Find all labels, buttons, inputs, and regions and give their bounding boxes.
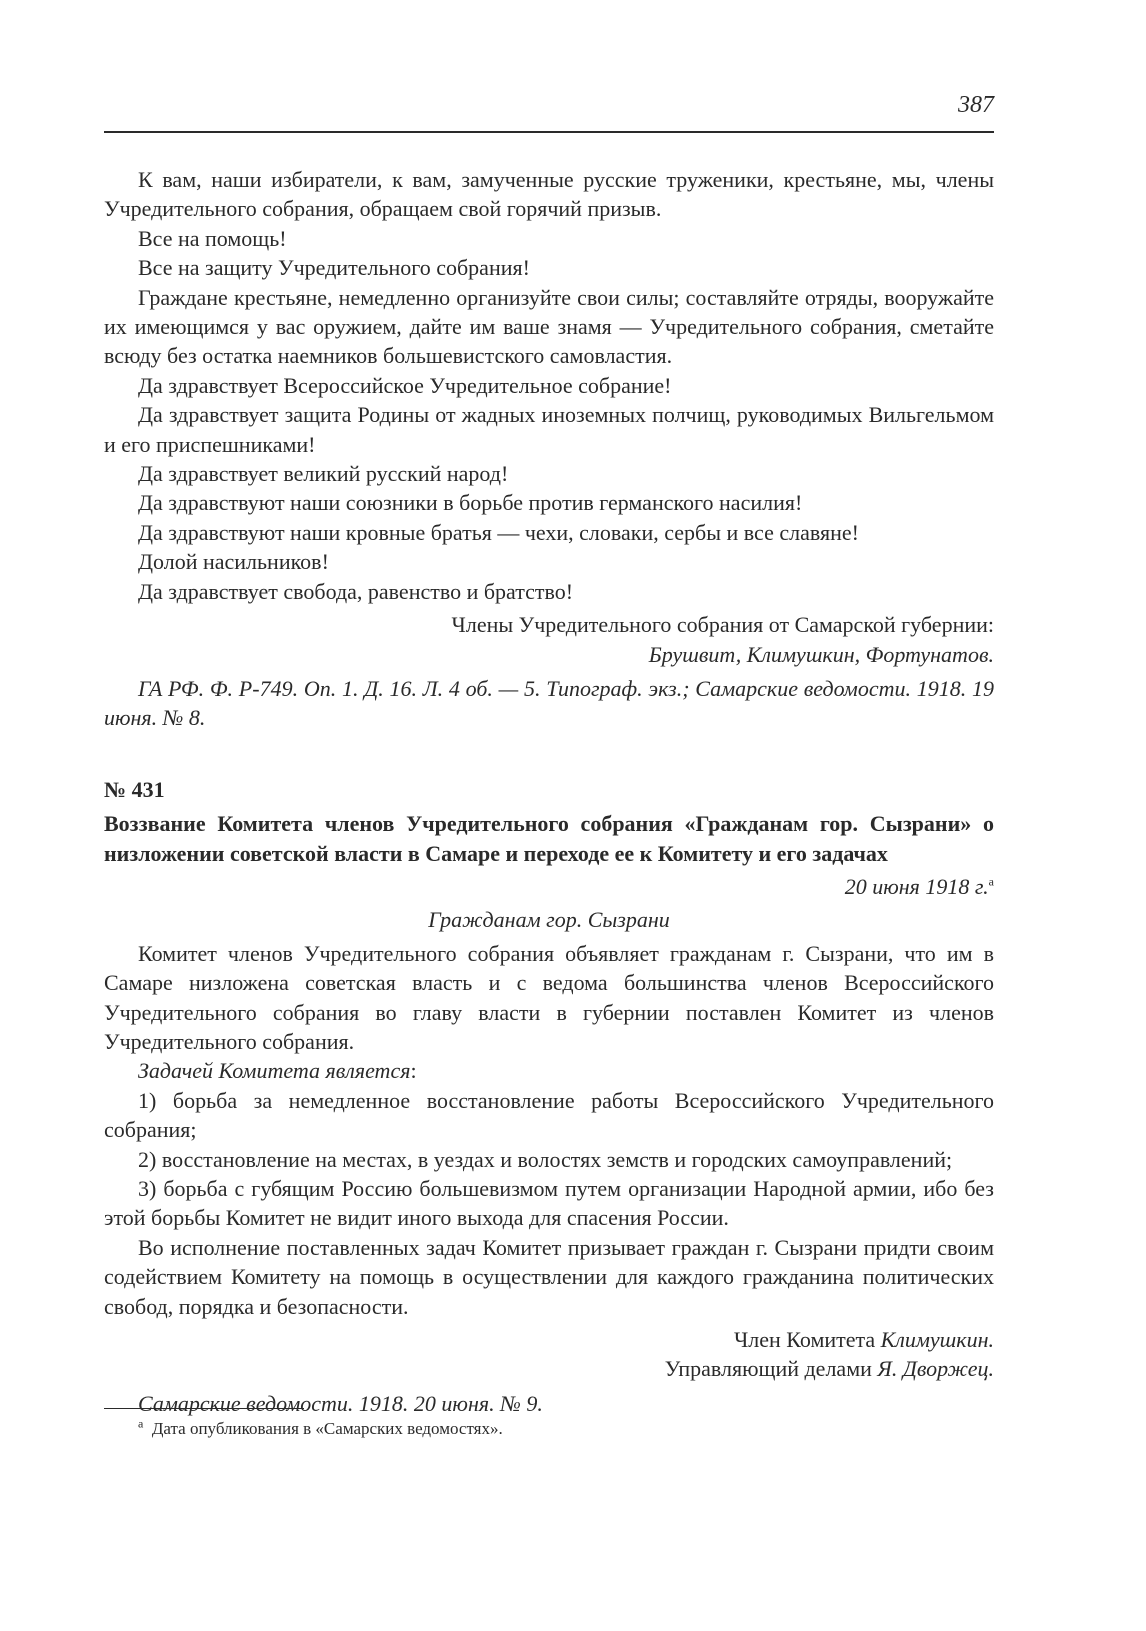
- appeal-paragraph: Да здравствуют наши союзники в борьбе против германского насилия!: [138, 490, 803, 516]
- signer-2-name: Я. Дворжец.: [877, 1356, 994, 1382]
- document-signer-2: [104, 1354, 994, 1383]
- document-tasks-label: [104, 1056, 994, 1085]
- appeal-paragraph: Граждане крестьяне, немедленно организуйте свои силы; составляйте отряды, вооружайте их имеющимся у вас оружием, дайте им ваше знамя — Учредительного собрания, сметайте всюду без остатка наемников большевистского самовластия.: [104, 284, 994, 369]
- page-body: [104, 165, 994, 1418]
- document-page: [104, 0, 994, 1631]
- appeal-paragraph: Все на помощь!: [138, 225, 287, 251]
- document-date: [104, 872, 994, 901]
- footnote-mark: а: [138, 1416, 144, 1431]
- appeal-paragraph: Да здравствует свобода, равенство и братство!: [138, 578, 574, 604]
- appeal-paragraph: Да здравствует защита Родины от жадных иноземных полчищ, руководимых Вильгельмом и его приспешниками!: [104, 402, 994, 457]
- appeal-paragraph: Да здравствуют наши кровные братья — чехи, словаки, сербы и все славяне!: [138, 519, 859, 545]
- signer-2-role: Управляющий делами: [664, 1356, 878, 1382]
- signer-1-role: Член Комитета: [733, 1327, 881, 1353]
- footnote-rule: [104, 1408, 304, 1409]
- footnote: [138, 1418, 503, 1440]
- document-task: 3) борьба с губящим Россию большевизмом путем организации Народной армии, ибо без этой борьбы Комитет не видит иного выхода для спасения России.: [104, 1176, 994, 1231]
- appeal-text: [104, 165, 994, 606]
- page-number: 387: [958, 92, 994, 118]
- appeal-signers: Брушвит, Климушкин, Фортунатов.: [648, 641, 994, 667]
- footnote-reference: а: [988, 874, 994, 889]
- appeal-signature-line: Члены Учредительного собрания от Самарской губернии:: [451, 612, 994, 638]
- appeal-source: ГА РФ. Ф. Р-749. Оп. 1. Д. 16. Л. 4 об. — 5. Типограф. экз.; Самарские ведомости. 1918. 19 июня. № 8.: [104, 675, 994, 731]
- document-source: Самарские ведомости. 1918. 20 июня. № 9.: [138, 1390, 543, 1416]
- document-intro: Комитет членов Учредительного собрания объявляет гражданам г. Сызрани, что им в Самаре низложена советская власть и с ведома большинства членов Всероссийского Учредительного собрания во главу власти в губернии поставлен Комитет из членов Учредительного собрания.: [104, 940, 994, 1054]
- appeal-paragraph: Да здравствует Всероссийское Учредительное собрание!: [138, 372, 672, 398]
- document-title: Воззвание Комитета членов Учредительного собрания «Гражданам гор. Сызрани» о низложении советской власти в Самаре и переходе ее к Комитету и его задачах: [104, 811, 994, 866]
- header-rule: [104, 131, 994, 133]
- footnote-text: Дата опубликования в «Самарских ведомостях».: [151, 1419, 503, 1438]
- signer-1-name: Климушкин.: [880, 1327, 994, 1353]
- document-signer-1: [104, 1325, 994, 1354]
- document-heading: Гражданам гор. Сызрани: [428, 907, 670, 933]
- appeal-paragraph: Да здравствует великий русский народ!: [138, 461, 509, 487]
- tasks-label-text: Задачей Комитета является: [138, 1058, 411, 1084]
- document-task: 2) восстановление на местах, в уездах и волостях земств и городских самоуправлений;: [138, 1146, 953, 1172]
- document-task: 1) борьба за немедленное восстановление работы Всероссийского Учредительного собрания;: [104, 1087, 994, 1143]
- appeal-paragraph: К вам, наши избиратели, к вам, замученные русские труженики, крестьяне, мы, члены Учредительного собрания, обращаем свой горячий призыв.: [104, 167, 994, 222]
- appeal-paragraph: Долой насильников!: [138, 549, 329, 575]
- document-number: № 431: [104, 776, 165, 802]
- appeal-paragraph: Все на защиту Учредительного собрания!: [138, 255, 530, 281]
- document-closing: Во исполнение поставленных задач Комитет призывает граждан г. Сызрани придти своим содействием Комитету на помощь в осуществлении для каждого гражданина политических свобод, порядка и безопасности.: [104, 1234, 994, 1319]
- tasks-label-colon: :: [410, 1058, 417, 1084]
- document-date-text: 20 июня 1918 г.: [844, 873, 989, 899]
